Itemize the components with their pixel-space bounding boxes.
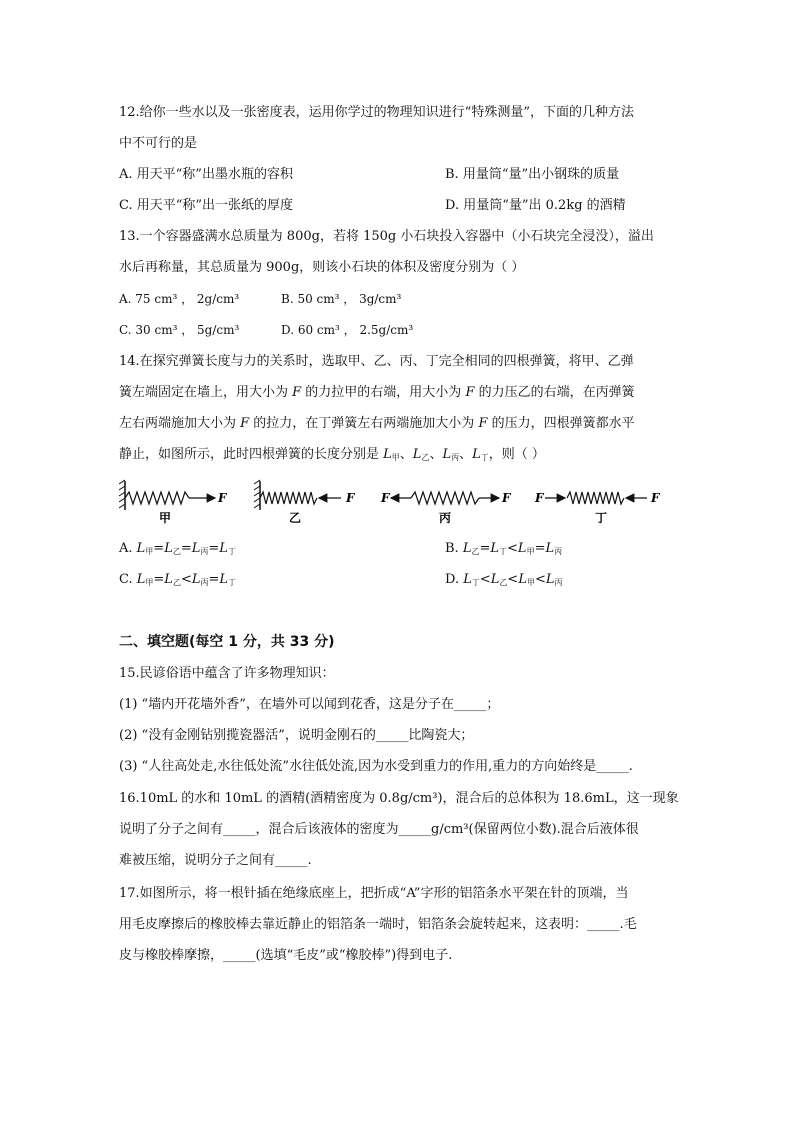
sub-yi: 乙 <box>172 547 181 556</box>
force-label: F <box>502 491 511 505</box>
force-label: F <box>346 491 355 505</box>
var-f: F <box>292 385 302 400</box>
spring-ding <box>534 491 661 525</box>
q15-part3: (3) “人往高处走,水往低处流”水往低处流,因为水受到重力的作用,重力的方向始终是_____. <box>119 759 633 774</box>
q13-option-b: B. 50 cm³ ， 3g/cm³ <box>281 292 402 306</box>
var-l: L <box>219 572 229 587</box>
var-l: L <box>490 572 500 587</box>
sub-ding: 丁 <box>480 453 489 462</box>
q14-text: 左右两端施加大小为 <box>119 416 241 431</box>
q14-text: 的力压乙的右端，在丙弹簧 <box>474 385 635 400</box>
q14-stem-line1: 14.在探究弹簧长度与力的关系时，选取甲、乙、丙、丁完全相同的四根弹簧，将甲、乙弹 <box>119 354 634 369</box>
sub-jia: 甲 <box>526 547 535 556</box>
q14-option-d <box>445 571 563 592</box>
q14-text: 的拉力，在丁弹簧左右两端施加大小为 <box>249 416 479 431</box>
q13-stem-line1: 13.一个容器盛满水总质量为 800g，若将 150g 小石块投入容器中（小石块完全浸没），溢出 <box>119 229 654 244</box>
sub-ding: 丁 <box>471 578 480 587</box>
var-f: F <box>478 416 488 431</box>
spring-jia <box>119 480 228 525</box>
spring-label-jia: 甲 <box>159 511 172 525</box>
q14-option-c <box>119 571 236 592</box>
opt-prefix: A. <box>119 541 137 556</box>
sub-yi: 乙 <box>172 578 181 587</box>
q14-text: 的力拉甲的右端，用大小为 <box>301 385 466 400</box>
q16-line3: 难被压缩，说明分子之间有_____. <box>119 853 312 868</box>
op: = <box>180 541 192 556</box>
sep: 、 <box>429 447 443 462</box>
q13-option-d: D. 60 cm³ ， 2.5g/cm³ <box>281 323 414 337</box>
op: = <box>208 541 220 556</box>
sub-jia: 甲 <box>145 547 154 556</box>
sub-ding: 丁 <box>227 547 236 556</box>
spring-label-yi: 乙 <box>289 511 302 525</box>
q14-option-a <box>119 540 236 561</box>
var-l: L <box>463 572 472 587</box>
q15-stem: 15.民谚俗语中蕴含了许多物理知识： <box>119 666 335 681</box>
sub-bing: 丙 <box>451 453 460 462</box>
var-l: L <box>490 541 500 556</box>
sub-yi: 乙 <box>471 547 480 556</box>
var-l: L <box>164 541 173 556</box>
sub-yi: 乙 <box>421 453 430 462</box>
sep: 、 <box>459 447 473 462</box>
q12-option-a: A. 用天平“称”出墨水瓶的容积 <box>119 167 293 182</box>
force-label: F <box>218 491 227 505</box>
q13-option-a: A. 75 cm³ ， 2g/cm³ <box>119 292 240 306</box>
opt-prefix: B. <box>445 541 463 556</box>
op: < <box>180 572 192 587</box>
q17-line1: 17.如图所示，将一根针插在绝缘底座上，把折成“A”字形的铝箔条水平架在针的顶端，当 <box>119 886 629 901</box>
q12-option-b: B. 用量筒“量”出小钢珠的质量 <box>445 167 620 182</box>
op: = <box>479 541 491 556</box>
q14-option-b <box>445 540 562 561</box>
opt-prefix: D. <box>445 572 464 587</box>
var-l: L <box>136 572 146 587</box>
sub-ding: 丁 <box>499 547 508 556</box>
q12-stem-line1: 12.给你一些水以及一张密度表，运用你学过的物理知识进行“特殊测量”，下面的几种方法 <box>119 105 634 120</box>
op: < <box>507 541 518 556</box>
q17-line2: 用毛皮摩擦后的橡胶棒去靠近静止的铝箔条一端时，铝箔条会旋转起来，这表明：_____.毛 <box>119 917 637 932</box>
q15-part1: (1) “墙内开花墙外香”，在墙外可以闻到花香，这是分子在_____； <box>119 697 500 712</box>
sep: 、 <box>399 447 413 462</box>
q12-stem-line2: 中不可行的是 <box>119 136 198 151</box>
var-l: L <box>383 447 392 462</box>
q15-part2: (2) “没有金刚钻别揽瓷器活”，说明金刚石的_____比陶瓷大； <box>119 728 474 743</box>
q12-option-d: D. 用量筒“量”出 0.2kg 的酒精 <box>445 198 626 213</box>
var-l: L <box>545 541 555 556</box>
var-l: L <box>191 541 201 556</box>
q14-stem-line2 <box>119 384 635 402</box>
op: < <box>534 572 546 587</box>
var-l: L <box>191 572 201 587</box>
op: = <box>534 541 546 556</box>
springs-figure <box>119 478 679 528</box>
sub-bing: 丙 <box>200 578 209 587</box>
q14-text: 的压力，四根弹簧都水平 <box>487 416 635 431</box>
spring-bing <box>380 491 512 525</box>
op: = <box>208 572 220 587</box>
op: < <box>479 572 491 587</box>
spring-label-bing: 丙 <box>439 511 452 525</box>
sub-jia: 甲 <box>391 453 400 462</box>
q14-stem-line3 <box>119 415 635 433</box>
q14-stem-line4 <box>119 446 545 467</box>
var-f: F <box>240 416 250 431</box>
force-label: F <box>651 491 660 505</box>
force-label: F <box>381 491 390 505</box>
sub-jia: 甲 <box>145 578 154 587</box>
var-l: L <box>442 447 452 462</box>
force-label: F <box>535 491 544 505</box>
sub-jia: 甲 <box>526 578 535 587</box>
spring-yi <box>254 480 356 525</box>
var-l: L <box>164 572 173 587</box>
section-title: 二、填空题(每空 1 分，共 33 分) <box>119 634 335 650</box>
var-l: L <box>462 541 472 556</box>
sub-bing: 丙 <box>554 547 563 556</box>
sub-yi: 乙 <box>499 578 508 587</box>
op: = <box>153 572 165 587</box>
q13-option-c: C. 30 cm³ ， 5g/cm³ <box>119 323 240 337</box>
var-l: L <box>412 447 422 462</box>
op: < <box>507 572 519 587</box>
q13-stem-line2: 水后再称量，其总质量为 900g，则该小石块的体积及密度分别为（ ） <box>119 260 525 275</box>
var-f: F <box>465 385 475 400</box>
var-l: L <box>136 541 146 556</box>
spring-label-ding: 丁 <box>595 511 608 525</box>
var-l: L <box>517 541 527 556</box>
var-l: L <box>518 572 527 587</box>
var-l: L <box>219 541 228 556</box>
q16-line1: 16.10mL 的水和 10mL 的酒精(酒精密度为 0.8g/cm³)，混合后的总体积为 18.6mL，这一现象 <box>119 791 679 806</box>
var-l: L <box>472 447 481 462</box>
q14-text: 簧左端固定在墙上，用大小为 <box>119 385 293 400</box>
q14-text: ，则（ ） <box>488 447 545 462</box>
q14-text: 静止，如图所示，此时四根弹簧的长度分别是 <box>119 447 384 462</box>
q12-option-c: C. 用天平“称”出一张纸的厚度 <box>119 198 294 213</box>
sub-bing: 丙 <box>554 578 563 587</box>
var-l: L <box>545 572 555 587</box>
op: = <box>153 541 165 556</box>
sub-ding: 丁 <box>228 578 237 587</box>
opt-prefix: C. <box>119 572 137 587</box>
q16-line2: 说明了分子之间有_____，混合后该液体的密度为_____g/cm³(保留两位小数).混合后液体很 <box>119 822 639 837</box>
sub-bing: 丙 <box>200 547 209 556</box>
q17-line3: 皮与橡胶棒摩擦，_____(选填“毛皮”或“橡胶棒”)得到电子. <box>119 948 453 963</box>
